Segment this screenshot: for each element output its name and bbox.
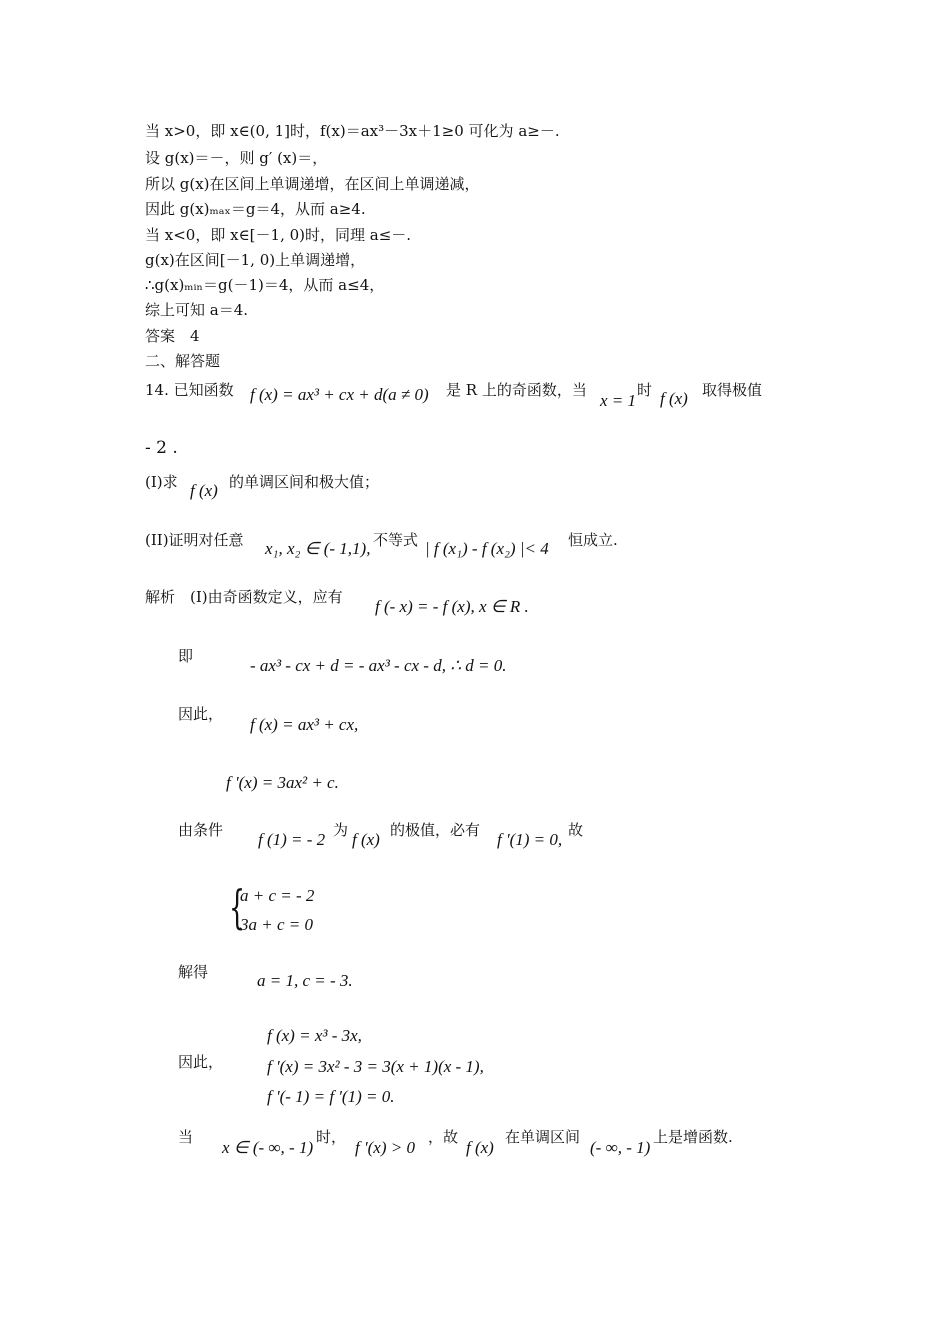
solution-line-7: ∴g(x)ₘᵢₙ＝g(－1)＝4，从而 a≤4， [145, 276, 385, 294]
dang-label: 当 [178, 1128, 194, 1146]
problem-function: f (x) = ax³ + cx + d(a ≠ 0) [250, 385, 429, 404]
problem-end: 取得极值 [702, 381, 763, 399]
odd-definition: f (- x) = - f (x), x ∈ R . [375, 597, 529, 616]
equation-5: f '(1) = 0, [497, 830, 563, 849]
analysis-label: 解析 (I)由奇函数定义，应有 [145, 588, 343, 606]
jiede-label: 解得 [178, 963, 209, 981]
solution-line-4: 因此 g(x)ₘₐₓ＝g＝4，从而 a≥4. [145, 200, 366, 218]
part2-inequality: | f (x₁) - f (x₂) |< 4 [425, 539, 549, 558]
section-heading: 二、解答题 [145, 352, 221, 370]
problem-value: - 2 . [145, 438, 178, 458]
problem-condition: x = 1 [600, 391, 637, 410]
system-eq-2: 3a + c = 0 [240, 915, 313, 934]
equation-7: f (x) = x³ - 3x, [267, 1026, 362, 1045]
ji-label: 即 [178, 647, 194, 665]
part2-vars: x₁, x₂ ∈ (- 1,1), [265, 539, 371, 558]
system-eq-1: a + c = - 2 [240, 886, 315, 905]
jizhi-label: 的极值，必有 [390, 821, 481, 839]
zeng-label: 上是增函数. [653, 1128, 733, 1146]
yinci2-label: 因此， [178, 1053, 224, 1071]
equation-2: f (x) = ax³ + cx, [250, 715, 359, 734]
equation-3: f '(x) = 3ax² + c. [226, 773, 339, 792]
tiaojian-label: 由条件 [178, 821, 224, 839]
equation-10: x ∈ (- ∞, - 1) [222, 1138, 314, 1157]
equation-9: f '(- 1) = f '(1) = 0. [267, 1087, 395, 1106]
solution-line-5: 当 x<0，即 x∈[－1, 0)时，同理 a≤－. [145, 226, 412, 244]
solution-line-2: 设 g(x)＝－，则 g′ (x)＝， [145, 149, 328, 167]
answer-line: 答案 4 [145, 327, 200, 345]
part2-prefix: (II)证明对任意 [145, 531, 244, 549]
solution-line-8: 综上可知 a＝4. [145, 301, 249, 319]
yinci-label: 因此， [178, 705, 224, 723]
equation-8: f '(x) = 3x² - 3 = 3(x + 1)(x - 1), [267, 1057, 484, 1076]
zaidan-label: 在单调区间 [505, 1128, 581, 1146]
equation-1: - ax³ - cx + d = - ax³ - cx - d, ∴ d = 0. [250, 656, 507, 675]
part2-end: 恒成立. [568, 531, 618, 549]
part1-fx: f (x) [190, 481, 218, 500]
solution-line-1: 当 x>0，即 x∈(0, 1]时，f(x)＝ax³－3x＋1≥0 可化为 a≥－. [145, 122, 560, 140]
gu2-label: ，故 [428, 1128, 459, 1146]
solution-line-6: g(x)在区间[－1, 0)上单调递增， [145, 251, 366, 269]
system-brace: { [229, 880, 246, 934]
problem-fx: f (x) [660, 389, 688, 408]
equation-4: f (1) = - 2 [258, 830, 326, 849]
wei-label: 为 [333, 821, 349, 839]
equation-4b: f (x) [352, 830, 380, 849]
problem-prefix: 14. 已知函数 [145, 381, 234, 399]
solution-line-3: 所以 g(x)在区间上单调递增，在区间上单调递减， [145, 175, 480, 193]
equation-11: f '(x) > 0 [355, 1138, 415, 1157]
problem-mid: 是 R 上的奇函数，当 [446, 381, 587, 399]
part2-mid: 不等式 [373, 531, 419, 549]
problem-mid2: 时 [637, 381, 653, 399]
shi-label: 时， [316, 1128, 347, 1146]
part1-prefix: (I)求 [145, 473, 178, 491]
equation-13: (- ∞, - 1) [590, 1138, 651, 1157]
equation-6: a = 1, c = - 3. [257, 971, 353, 990]
gu-label: 故 [568, 821, 584, 839]
equation-12: f (x) [466, 1138, 494, 1157]
part1-end: 的单调区间和极大值； [229, 473, 380, 491]
